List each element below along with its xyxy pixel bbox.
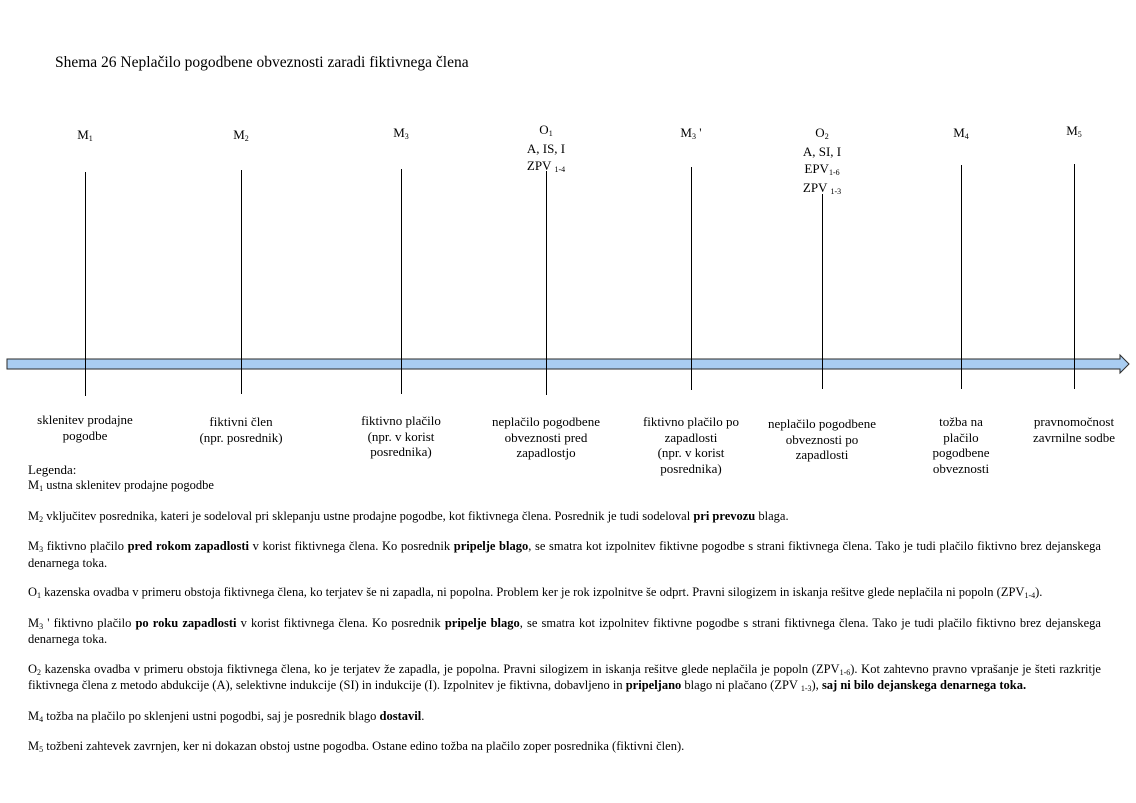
legend: [28, 478, 1101, 770]
marker-line-m4: [961, 165, 962, 389]
legend-item: O1 kazenska ovadba v primeru obstoja fiktivnega člena, ko terjatev še ni zapadla, ni popolna. Problem ker je rok izpolnitve še odprt. Pravni silogizem in iskanja rešitve glede neplačila ni popoln (ZPV1-4).: [28, 585, 1043, 600]
event-caption-m3p: fiktivno plačilo po zapadlosti (npr. v korist posrednika): [642, 414, 740, 476]
marker-line-m3p: [691, 167, 692, 390]
marker-line-o2: [822, 194, 823, 389]
legend-item: M5 tožbeni zahtevek zavrnjen, ker ni dokazan obstoj ustne pogodba. Ostane edino tožba na plačilo zoper posrednika (fiktivni člen).: [28, 739, 685, 754]
marker-label-m4: M4: [953, 125, 969, 141]
event-caption-o1: neplačilo pogodbene obveznosti pred zapadlostjo: [492, 414, 600, 460]
legend-title: Legenda:: [28, 462, 77, 477]
marker-label-o2: O2 A, SI, I EPV1-6 ZPV 1-3: [802, 125, 842, 196]
marker-line-m1: [85, 172, 86, 396]
event-caption-m3: fiktivno plačilo (npr. v korist posrednika): [361, 413, 441, 459]
legend-item: O2 kazenska ovadba v primeru obstoja fiktivnega člena, ko je terjatev že zapadla, je popolna. Pravni silogizem in iskanja rešitve glede neplačila je popoln (ZPV1-6). Kot zahtevno pravno vprašanje je šteti razkritje fiktivnega člena z metodo abdukcije (A), selektivne indukcije (SI) in indukcije (I). Izpolnitev je fiktivna, dobavljeno in pripeljano blago ni plačano (ZPV 1-3), saj ni bilo dejanskega denarnega toka.: [28, 661, 1101, 693]
event-caption-m1: sklenitev prodajne pogodbe: [37, 412, 133, 443]
marker-label-o1: O1 A, IS, I ZPV 1-4: [526, 122, 566, 174]
marker-label-m1: M1: [77, 127, 93, 143]
event-caption-m2: fiktivni člen (npr. posrednik): [199, 414, 283, 445]
event-caption-o2: neplačilo pogodbene obveznosti po zapadlosti: [768, 416, 876, 462]
marker-line-m5: [1074, 164, 1075, 389]
marker-label-m5: M5: [1066, 123, 1082, 139]
marker-label-m2: M2: [233, 127, 249, 143]
marker-line-m3: [401, 169, 402, 394]
event-caption-m4: tožba na plačilo pogodbene obveznosti: [932, 414, 990, 476]
marker-label-m3p: M3 ': [680, 125, 702, 141]
legend-item: M4 tožba na plačilo po sklenjeni ustni pogodbi, saj je posrednik blago dostavil.: [28, 708, 425, 724]
marker-label-m3: M3: [393, 125, 409, 141]
legend-item: M1 ustna sklenitev prodajne pogodbe: [28, 478, 214, 493]
timeline-arrow: [0, 0, 1136, 400]
legend-item: M3 fiktivno plačilo pred rokom zapadlosti v korist fiktivnega člena. Ko posrednik pripelje blago, se smatra kot izpolnitev fiktivne pogodbe s strani fiktivnega člena. Tako je tudi plačilo fiktivno brez dejanskega denarnega toka.: [28, 539, 1101, 570]
event-caption-m5: pravnomočnost zavrnilne sodbe: [1033, 414, 1115, 445]
marker-line-o1: [546, 171, 547, 395]
legend-item: M3 ' fiktivno plačilo po roku zapadlosti v korist fiktivnega člena. Ko posrednik pripelje blago, se smatra kot izpolnitev fiktivne pogodbe s strani fiktivnega člena. Tako je tudi plačilo fiktivno brez dejanskega denarnega toka.: [28, 615, 1101, 646]
page-title: Shema 26 Neplačilo pogodbene obveznosti zaradi fiktivnega člena: [55, 54, 469, 71]
marker-line-m2: [241, 170, 242, 394]
legend-item: M2 vključitev posrednika, kateri je sodeloval pri sklepanju ustne prodajne pogodbe, kot fiktivnega člena. Posrednik je tudi sodeloval pri prevozu blaga.: [28, 508, 789, 524]
